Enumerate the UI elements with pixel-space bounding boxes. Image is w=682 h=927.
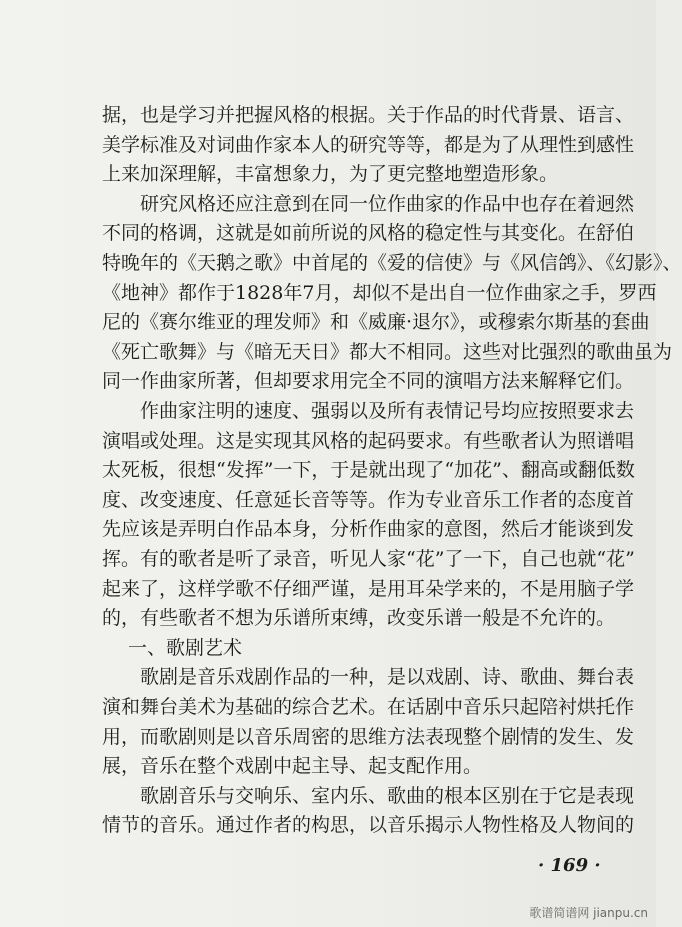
text-line: 起来了，这样学歌不仔细严谨，是用耳朵学来的，不是用脑子学	[102, 577, 635, 600]
text-line: 研究风格还应注意到在同一位作曲家的作品中也存在着迥然	[102, 192, 635, 215]
text-line: 同一作曲家所著，但却要求用完全不同的演唱方法来解释它们。	[102, 370, 635, 393]
text-line: 上来加深理解，丰富想象力，为了更完整地塑造形象。	[102, 163, 559, 186]
text-line: 特晚年的《天鹅之歌》中首尾的《爱的信使》与《风信鸽》、《幻影》、	[102, 252, 682, 274]
page-number: · 169 ·	[538, 855, 601, 876]
text-line: 《死亡歌舞》与《暗无天日》都大不相同。这些对比强烈的歌曲虽为	[102, 340, 673, 363]
text-line: 歌剧音乐与交响乐、室内乐、歌曲的根本区别在于它是表现	[102, 784, 635, 807]
text-line: 用，而歌剧则是以音乐周密的思维方法表现整个剧情的发生、发	[102, 725, 635, 748]
text-line: 歌剧是音乐戏剧作品的一种，是以戏剧、诗、歌曲、舞台表	[102, 666, 635, 689]
text-line: 美学标准及对词曲作家本人的研究等等，都是为了从理性到感性	[102, 133, 635, 156]
text-line: 太死板，很想“发挥”一下，于是就出现了“加花”、翻高或翻低数	[102, 459, 635, 482]
text-line: 挥。有的歌者是听了录音，听见人家“花”了一下，自己也就“花”	[102, 548, 635, 570]
text-line: 先应该是弄明白作品本身，分析作曲家的意图，然后才能谈到发	[102, 518, 635, 541]
text-line: 尼的《赛尔维亚的理发师》和《威廉·退尔》，或穆索尔斯基的套曲	[102, 311, 650, 334]
section-heading: 一、歌剧艺术	[128, 636, 243, 659]
text-line: 《地神》都作于1828年7月，却似不是出自一位作曲家之手，罗西	[102, 281, 657, 304]
text-line: 据，也是学习并把握风格的根据。关于作品的时代背景、语言、	[102, 104, 635, 126]
text-line: 不同的格调，这就是如前所说的风格的稳定性与其变化。在舒伯	[102, 222, 635, 245]
text-line: 展，音乐在整个戏剧中起主导、起支配作用。	[102, 755, 483, 778]
text-line: 度、改变速度、任意延长音等等。作为专业音乐工作者的态度首	[102, 488, 635, 511]
text-line: 的，有些歌者不想为乐谱所束缚，改变乐谱一般是不允许的。	[102, 607, 616, 630]
text-line: 演和舞台美术为基础的综合艺术。在话剧中音乐只起陪衬烘托作	[102, 696, 635, 718]
text-line: 情节的音乐。通过作者的构思，以音乐揭示人物性格及人物间的	[102, 814, 635, 837]
text-line: 作曲家注明的速度、强弱以及所有表情记号均应按照要求去	[102, 400, 635, 422]
site-watermark: 歌谱简谱网 jianpu.cn	[529, 906, 648, 920]
text-line: 演唱或处理。这是实现其风格的起码要求。有些歌者认为照谱唱	[102, 429, 635, 452]
